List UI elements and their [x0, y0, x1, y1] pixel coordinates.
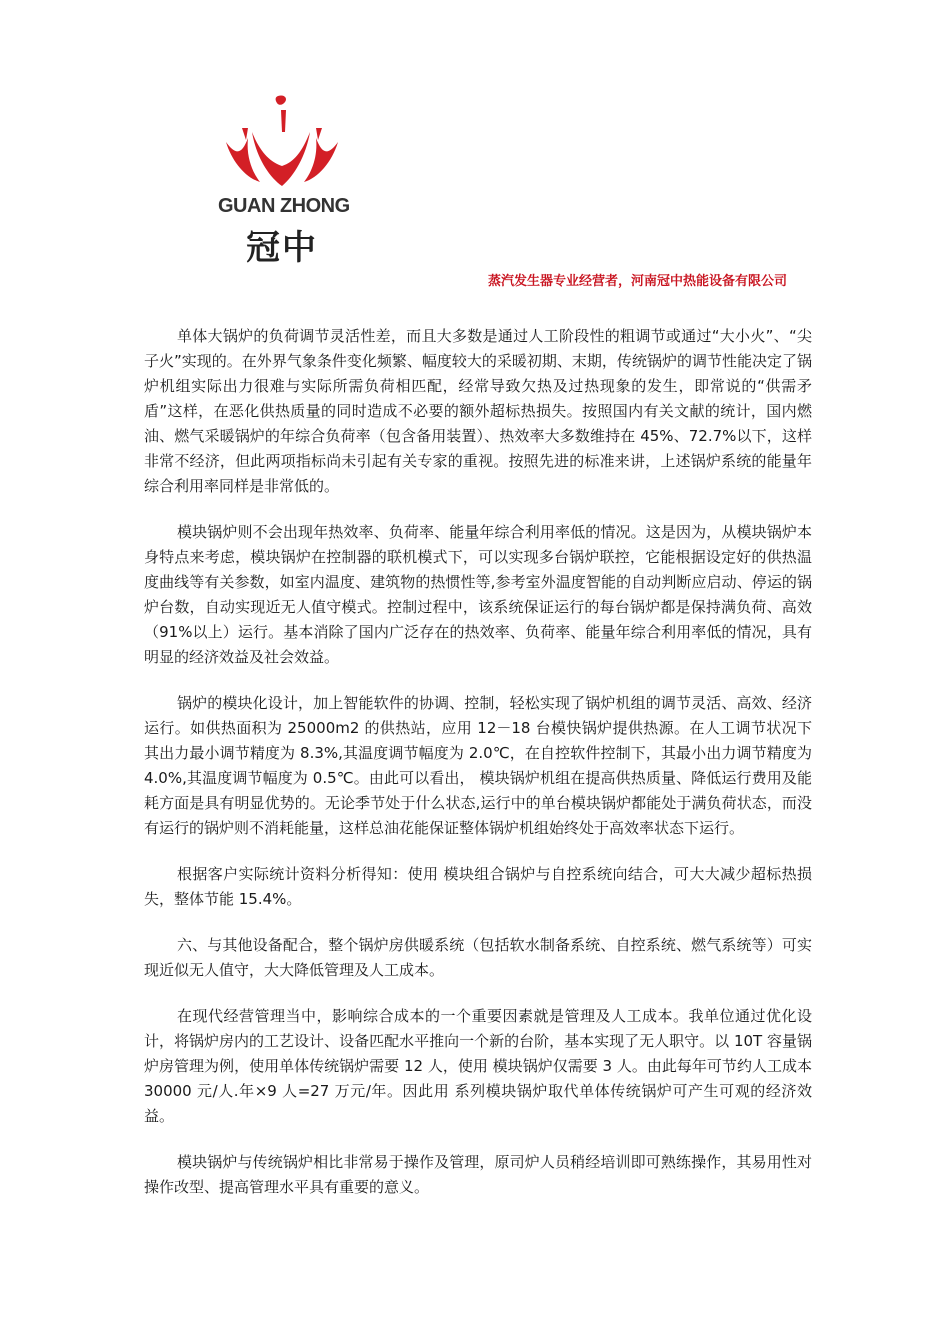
- paragraph: 在现代经营管理当中，影响综合成本的一个重要因素就是管理及人工成本。我单位通过优化设计，将锅炉房内的工艺设计、设备匹配水平推向一个新的台阶，基本实现了无人职守。以 10T 容量锅炉房管理为例，使用单体传统锅炉需要 12 人，使用 模块锅炉仅需要 3 人。由此每年可节约人工成本 30000 元/人.年×9 人=27 万元/年。因此用 系列模块锅炉取代单体传统锅炉可产生可观的经济效益。: [144, 1007, 812, 1125]
- company-tagline: 蒸汽发生器专业经营者，河南冠中热能设备有限公司: [488, 274, 788, 289]
- paragraph: 锅炉的模块化设计，加上智能软件的协调、控制，轻松实现了锅炉机组的调节灵活、高效、经济运行。如供热面积为 25000m2 的供热站，应用 12－18 台模快锅炉提供热源。在人工调节状况下其出力最小调节精度为 8.3%,其温度调节幅度为 2.0℃，在自控软件控制下，其最小出力调节精度为 4.0%,其温度调节幅度为 0.5℃。由此可以看出， 模块锅炉机组在提高供热质量、降低运行费用及能耗方面是具有明显优势的。无论季节处于什么状态,运行中的单台模块锅炉都能处于满负荷状态，而没有运行的锅炉则不消耗能量，这样总油花能保证整体锅炉机组始终处于高效率状态下运行。: [144, 694, 812, 837]
- paragraph: 模块锅炉与传统锅炉相比非常易于操作及管理，原司炉人员稍经培训即可熟练操作，其易用性对操作改型、提高管理水平具有重要的意义。: [144, 1153, 812, 1196]
- company-logo: [212, 92, 352, 267]
- paragraph: 单体大锅炉的负荷调节灵活性差，而且大多数是通过人工阶段性的粗调节或通过“大小火”、“尖子火”实现的。在外界气象条件变化频繁、幅度较大的采暖初期、末期，传统锅炉的调节性能决定了锅炉机组实际出力很难与实际所需负荷相匹配，经常导致欠热及过热现象的发生，即常说的“供需矛盾”这样，在恶化供热质量的同时造成不必要的额外超标热损失。按照国内有关文献的统计，国内燃油、燃气采暖锅炉的年综合负荷率（包含备用装置）、热效率大多数维持在 45%、72.7%以下，这样非常不经济，但此两项指标尚未引起有关专家的重视。按照先进的标准来讲，上述锅炉系统的能量年综合利用率同样是非常低的。: [144, 327, 812, 495]
- article-body: [144, 324, 812, 1221]
- paragraph: 根据客户实际统计资料分析得知：使用 模块组合锅炉与自控系统向结合，可大大减少超标热损失，整体节能 15.4%。: [144, 865, 812, 908]
- paragraph: 模块锅炉则不会出现年热效率、负荷率、能量年综合利用率低的情况。这是因为，从模块锅炉本身特点来考虑，模块锅炉在控制器的联机模式下，可以实现多台锅炉联控，它能根据设定好的供热温度曲线等有关参数，如室内温度、建筑物的热惯性等,参考室外温度智能的自动判断应启动、停运的锅炉台数，自动实现近无人值守模式。控制过程中，该系统保证运行的每台锅炉都是保持满负荷、高效（91%以上）运行。基本消除了国内广泛存在的热效率、负荷率、能量年综合利用率低的情况，具有明显的经济效益及社会效益。: [144, 523, 812, 666]
- crown-logo-icon: [212, 92, 352, 197]
- paragraph: 六、与其他设备配合，整个锅炉房供暖系统（包括软水制备系统、自控系统、燃气系统等）可实现近似无人值守，大大降低管理及人工成本。: [144, 936, 812, 979]
- logo-chinese-name: 冠中: [246, 228, 318, 268]
- logo-english-name: GUAN ZHONG: [218, 195, 350, 217]
